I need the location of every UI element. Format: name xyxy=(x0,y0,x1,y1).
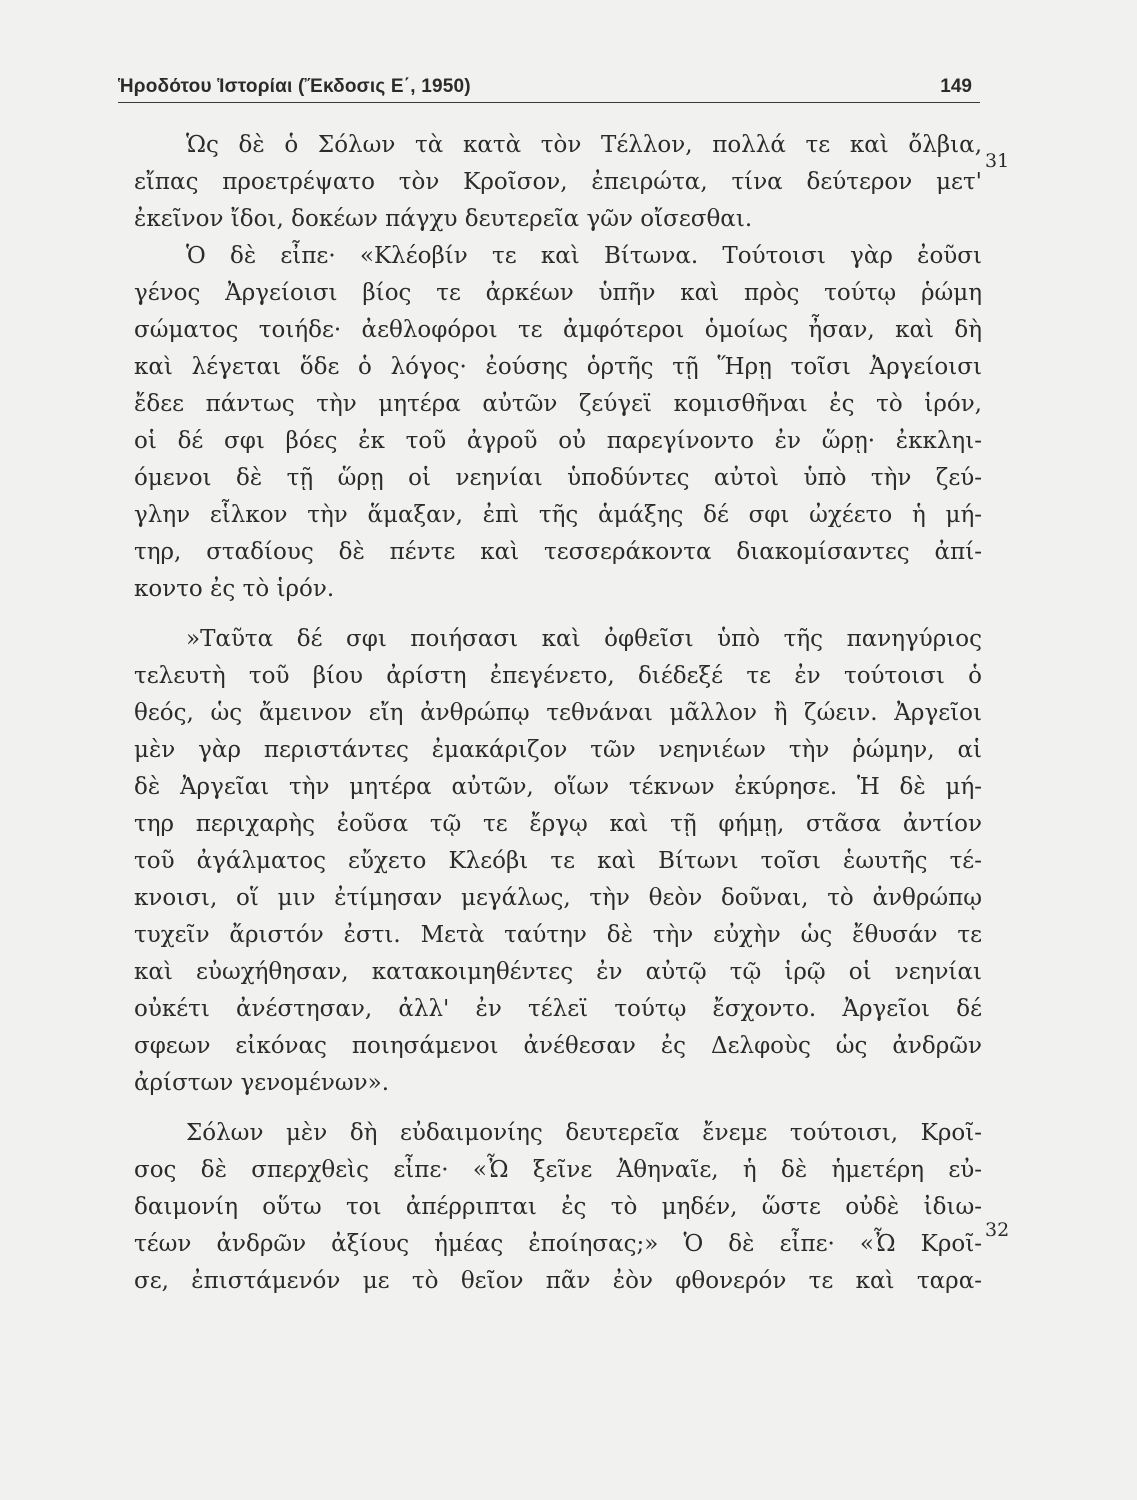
header-title: Ἡροδότου Ἱστορίαι (Ἔκδοσις Ε΄, 1950) xyxy=(118,76,471,97)
text-line: όμενοι δὲ τῇ ὥρῃ οἱ νεηνίαι ὑποδύντες αὐτοὶ ὑπὸ τὴν ζεύ- xyxy=(134,465,982,491)
text-line: τοῦ ἀγάλματος εὔχετο Κλεόβι τε καὶ Βίτωνι τοῖσι ἑωυτῆς τέ- xyxy=(134,848,982,874)
text-line: γλην εἷλκον τὴν ἅμαξαν, ἐπὶ τῆς ἁμάξης δέ σφι ὠχέετο ἡ μή- xyxy=(134,502,982,528)
section-marker: 32 xyxy=(985,1219,1010,1241)
text-line: ἔδεε πάντως τὴν μητέρα αὐτῶν ζεύγεϊ κομισθῆναι ἐς τὸ ἱρόν, xyxy=(134,391,982,417)
text-line: Σόλων μὲν δὴ εὐδαιμονίης δευτερεῖα ἔνεμε τούτοισι, Κροῖ- xyxy=(186,1120,982,1146)
page-number: 149 xyxy=(940,76,972,97)
text-line: τυχεῖν ἄριστόν ἐστι. Μετὰ ταύτην δὲ τὴν εὐχὴν ὡς ἔθυσάν τε xyxy=(134,922,982,948)
running-header xyxy=(118,74,980,103)
text-line: κοντο ἐς τὸ ἱρόν. xyxy=(134,576,335,602)
text-line: γένος Ἀργείοισι βίος τε ἀρκέων ὑπῆν καὶ πρὸς τούτῳ ῥώμη xyxy=(134,280,982,306)
text-line: τηρ, σταδίους δὲ πέντε καὶ τεσσεράκοντα διακομίσαντες ἀπί- xyxy=(134,539,982,565)
text-line: Ὡς δὲ ὁ Σόλων τὰ κατὰ τὸν Τέλλον, πολλά τε καὶ ὄλβια, xyxy=(186,132,982,158)
text-line: σος δὲ σπερχθεὶς εἶπε· «Ὦ ξεῖνε Ἀθηναῖε, ἡ δὲ ἡμετέρη εὐ- xyxy=(134,1157,982,1183)
text-line: εἴπας προετρέψατο τὸν Κροῖσον, ἐπειρώτα, τίνα δεύτερον μετ' xyxy=(134,169,982,195)
text-line: καὶ λέγεται ὅδε ὁ λόγος· ἐούσης ὁρτῆς τῇ Ἥρῃ τοῖσι Ἀργείοισι xyxy=(134,354,982,380)
text-line: ἐκεῖνον ἴδοι, δοκέων πάγχυ δευτερεῖα γῶν οἴσεσθαι. xyxy=(134,206,753,232)
text-line: καὶ εὐωχήθησαν, κατακοιμηθέντες ἐν αὐτῷ τῷ ἱρῷ οἱ νεηνίαι xyxy=(134,959,982,985)
text-line: ἀρίστων γενομένων». xyxy=(134,1070,389,1096)
text-line: σφεων εἰκόνας ποιησάμενοι ἀνέθεσαν ἐς Δελφοὺς ὡς ἀνδρῶν xyxy=(134,1033,982,1059)
text-line: σώματος τοιήδε· ἀεθλοφόροι τε ἀμφότεροι ὁμοίως ἦσαν, καὶ δὴ xyxy=(134,317,982,343)
text-line: τελευτὴ τοῦ βίου ἀρίστη ἐπεγένετο, διέδεξέ τε ἐν τούτοισι ὁ xyxy=(134,663,982,689)
text-line: Ὁ δὲ εἶπε· «Κλέοβίν τε καὶ Βίτωνα. Τούτοισι γὰρ ἐοῦσι xyxy=(186,243,982,269)
text-line: δαιμονίη οὕτω τοι ἀπέρριπται ἐς τὸ μηδέν, ὥστε οὐδὲ ἰδιω- xyxy=(134,1194,982,1220)
text-line: τέων ἀνδρῶν ἀξίους ἡμέας ἐποίησας;» Ὁ δὲ εἶπε· «Ὦ Κροῖ- xyxy=(134,1231,982,1257)
text-line: θεός, ὡς ἄμεινον εἴη ἀνθρώπῳ τεθνάναι μᾶλλον ἢ ζώειν. Ἀργεῖοι xyxy=(134,700,982,726)
section-marker: 31 xyxy=(985,150,1010,172)
text-line: »Ταῦτα δέ σφι ποιήσασι καὶ ὀφθεῖσι ὑπὸ τῆς πανηγύριος xyxy=(186,626,982,652)
text-line: οἱ δέ σφι βόες ἐκ τοῦ ἀγροῦ οὐ παρεγίνοντο ἐν ὥρῃ· ἐκκληι- xyxy=(134,428,982,454)
text-line: οὐκέτι ἀνέστησαν, ἀλλ' ἐν τέλεϊ τούτῳ ἔσχοντο. Ἀργεῖοι δέ xyxy=(134,996,982,1022)
text-line: τηρ περιχαρὴς ἐοῦσα τῷ τε ἔργῳ καὶ τῇ φήμῃ, στᾶσα ἀντίον xyxy=(134,811,982,837)
text-line: κνοισι, οἵ μιν ἐτίμησαν μεγάλως, τὴν θεὸν δοῦναι, τὸ ἀνθρώπῳ xyxy=(134,885,982,911)
text-line: μὲν γὰρ περιστάντες ἐμακάριζον τῶν νεηνιέων τὴν ῥώμην, αἱ xyxy=(134,737,982,763)
text-line: δὲ Ἀργεῖαι τὴν μητέρα αὐτῶν, οἵων τέκνων ἐκύρησε. Ἡ δὲ μή- xyxy=(134,774,982,800)
text-line: σε, ἐπιστάμενόν με τὸ θεῖον πᾶν ἐὸν φθονερόν τε καὶ ταρα- xyxy=(134,1268,982,1294)
